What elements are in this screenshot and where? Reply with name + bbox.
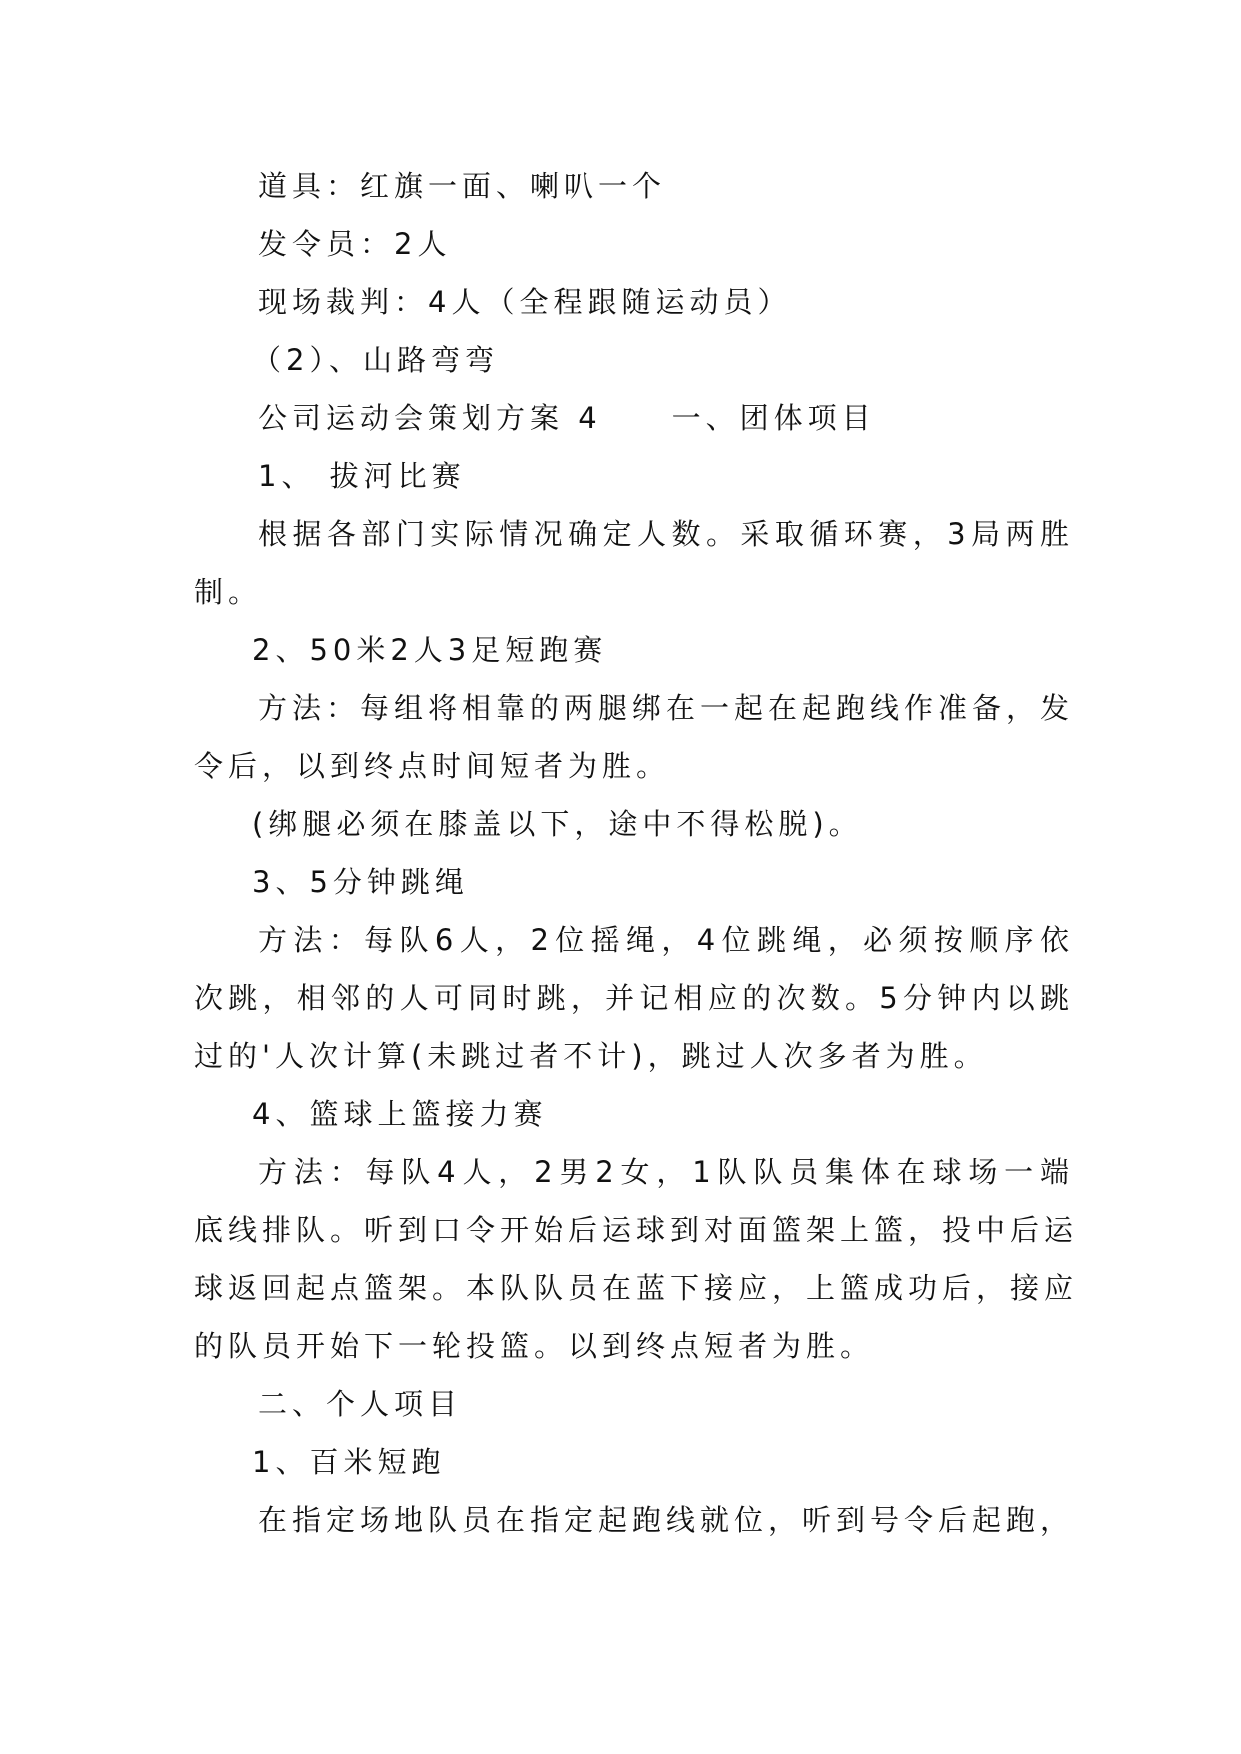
paragraph-100m-sprint: 在指定场地队员在指定起跑线就位，听到号令后起跑， xyxy=(258,1503,1075,1537)
paragraph-rope-method: 方法：每队6人，2位摇绳，4位跳绳，必须按顺序依 xyxy=(258,923,1074,957)
section-team-title: 一、团体项目 xyxy=(671,401,876,435)
paragraph-referee: 现场裁判：4人（全程跟随运动员） xyxy=(258,285,792,319)
heading-basketball-relay: 4、篮球上篮接力赛 xyxy=(252,1097,548,1131)
paragraph-three-legged-note: (绑腿必须在膝盖以下，途中不得松脱)。 xyxy=(252,807,863,841)
heading-plan-4 xyxy=(258,396,1138,440)
paragraph-basketball-method: 方法：每队4人，2男2女，1队队员集体在球场一端 xyxy=(258,1155,1074,1189)
paragraph-basketball-method-cont2: 球返回起点篮架。本队队员在蓝下接应，上篮成功后，接应 xyxy=(194,1271,1079,1305)
paragraph-three-legged-method-cont: 令后，以到终点时间短者为胜。 xyxy=(194,749,671,783)
paragraph-rope-method-cont: 次跳，相邻的人可同时跳，并记相应的次数。5分钟内以跳 xyxy=(194,981,1074,1015)
paragraph-starter: 发令员：2人 xyxy=(258,227,452,261)
paragraph-props: 道具：红旗一面、喇叭一个 xyxy=(258,169,667,203)
plan-title: 公司运动会策划方案 4 xyxy=(258,401,602,435)
paragraph-tug-of-war: 根据各部门实际情况确定人数。采取循环赛，3局两胜 xyxy=(258,517,1074,551)
heading-three-legged-race: 2、50米2人3足短跑赛 xyxy=(252,633,608,667)
heading-mountain-road: （2）、山路弯弯 xyxy=(252,343,499,377)
paragraph-tug-of-war-cont: 制。 xyxy=(194,575,263,609)
heading-tug-of-war: 1、 拔河比赛 xyxy=(258,459,466,493)
heading-100m-sprint: 1、百米短跑 xyxy=(252,1445,446,1479)
paragraph-three-legged-method: 方法：每组将相靠的两腿绑在一起在起跑线作准备，发 xyxy=(258,691,1075,725)
heading-rope-skipping: 3、5分钟跳绳 xyxy=(252,865,469,899)
section-individual-title: 二、个人项目 xyxy=(258,1387,463,1421)
paragraph-basketball-method-cont: 底线排队。听到口令开始后运球到对面篮架上篮，投中后运 xyxy=(194,1213,1079,1247)
paragraph-basketball-method-end: 的队员开始下一轮投篮。以到终点短者为胜。 xyxy=(194,1329,875,1363)
paragraph-rope-method-end: 过的'人次计算(未跳过者不计)，跳过人次多者为胜。 xyxy=(194,1039,988,1073)
